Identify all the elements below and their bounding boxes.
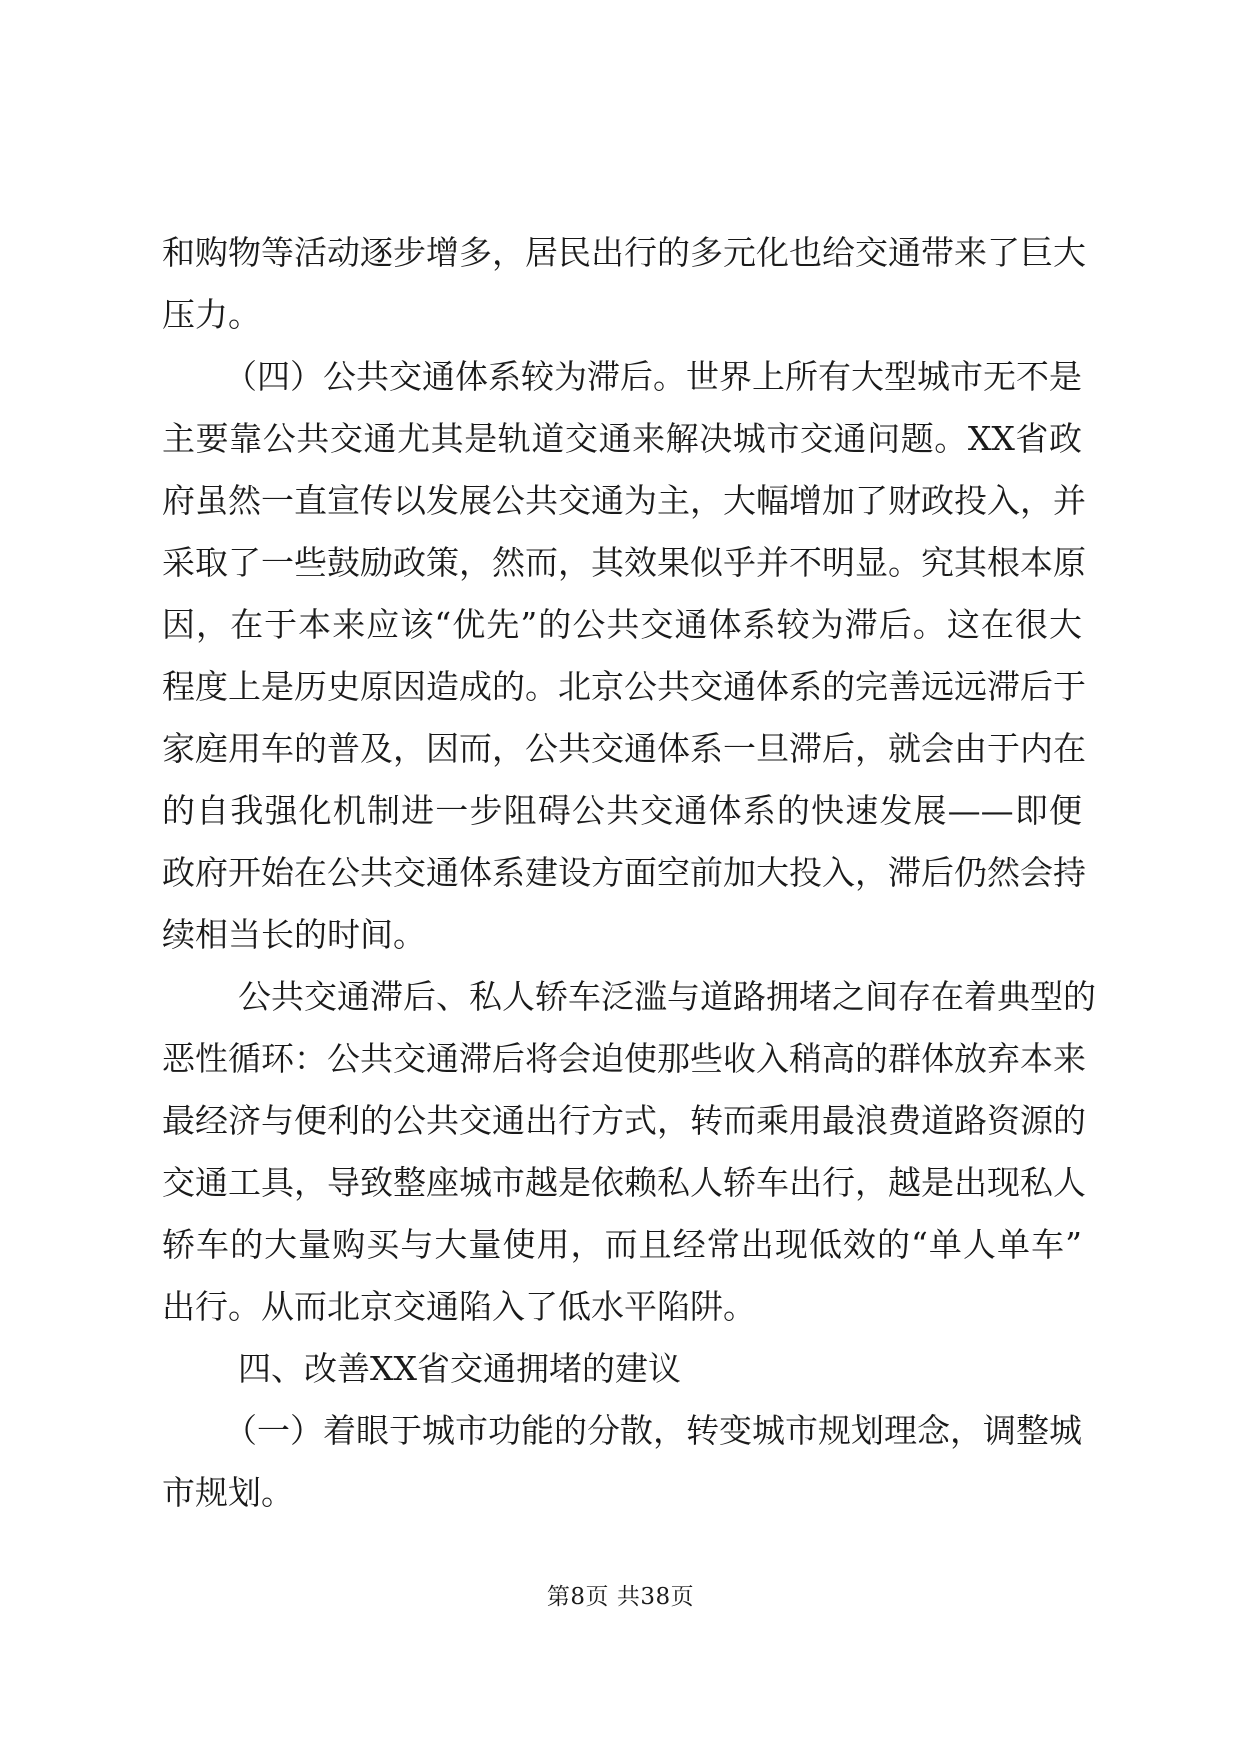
text-line: 出行。从而北京交通陷入了低水平陷阱。 [162, 1287, 756, 1326]
paragraph-start-line: 公共交通滞后、私人轿车泛滥与道路拥堵之间存在着典型的 [238, 977, 1096, 1016]
text-line: 主要靠公共交通尤其是轨道交通来解决城市交通问题。XX省政 [162, 419, 1082, 458]
document-body [162, 222, 1096, 1524]
text-line: 续相当长的时间。 [162, 915, 426, 954]
section-heading-line: （四）公共交通体系较为滞后。世界上所有大型城市无不是 [224, 357, 1082, 396]
text-line: 压力。 [162, 295, 261, 334]
section-heading: 四、改善XX省交通拥堵的建议 [238, 1349, 681, 1388]
page-footer: 第8页 共38页 [546, 1584, 695, 1610]
text-line: 的自我强化机制进一步阻碍公共交通体系的快速发展——即便 [162, 791, 1082, 830]
subsection-heading-line: （一）着眼于城市功能的分散，转变城市规划理念，调整城 [224, 1411, 1082, 1450]
text-line: 市规划。 [162, 1473, 294, 1512]
text-line: 和购物等活动逐步增多，居民出行的多元化也给交通带来了巨大 [162, 233, 1086, 272]
text-line: 政府开始在公共交通体系建设方面空前加大投入，滞后仍然会持 [162, 853, 1086, 892]
text-line: 府虽然一直宣传以发展公共交通为主，大幅增加了财政投入，并 [162, 481, 1086, 520]
text-line: 最经济与便利的公共交通出行方式，转而乘用最浪费道路资源的 [162, 1101, 1086, 1140]
text-line: 交通工具，导致整座城市越是依赖私人轿车出行，越是出现私人 [162, 1163, 1086, 1202]
text-line: 采取了一些鼓励政策，然而，其效果似乎并不明显。究其根本原 [162, 543, 1086, 582]
text-line: 程度上是历史原因造成的。北京公共交通体系的完善远远滞后于 [162, 667, 1086, 706]
text-line: 轿车的大量购买与大量使用，而且经常出现低效的“单人单车” [162, 1225, 1082, 1264]
text-line: 因，在于本来应该“优先”的公共交通体系较为滞后。这在很大 [162, 605, 1082, 644]
text-line: 恶性循环：公共交通滞后将会迫使那些收入稍高的群体放弃本来 [162, 1039, 1086, 1078]
text-line: 家庭用车的普及，因而，公共交通体系一旦滞后，就会由于内在 [162, 729, 1086, 768]
